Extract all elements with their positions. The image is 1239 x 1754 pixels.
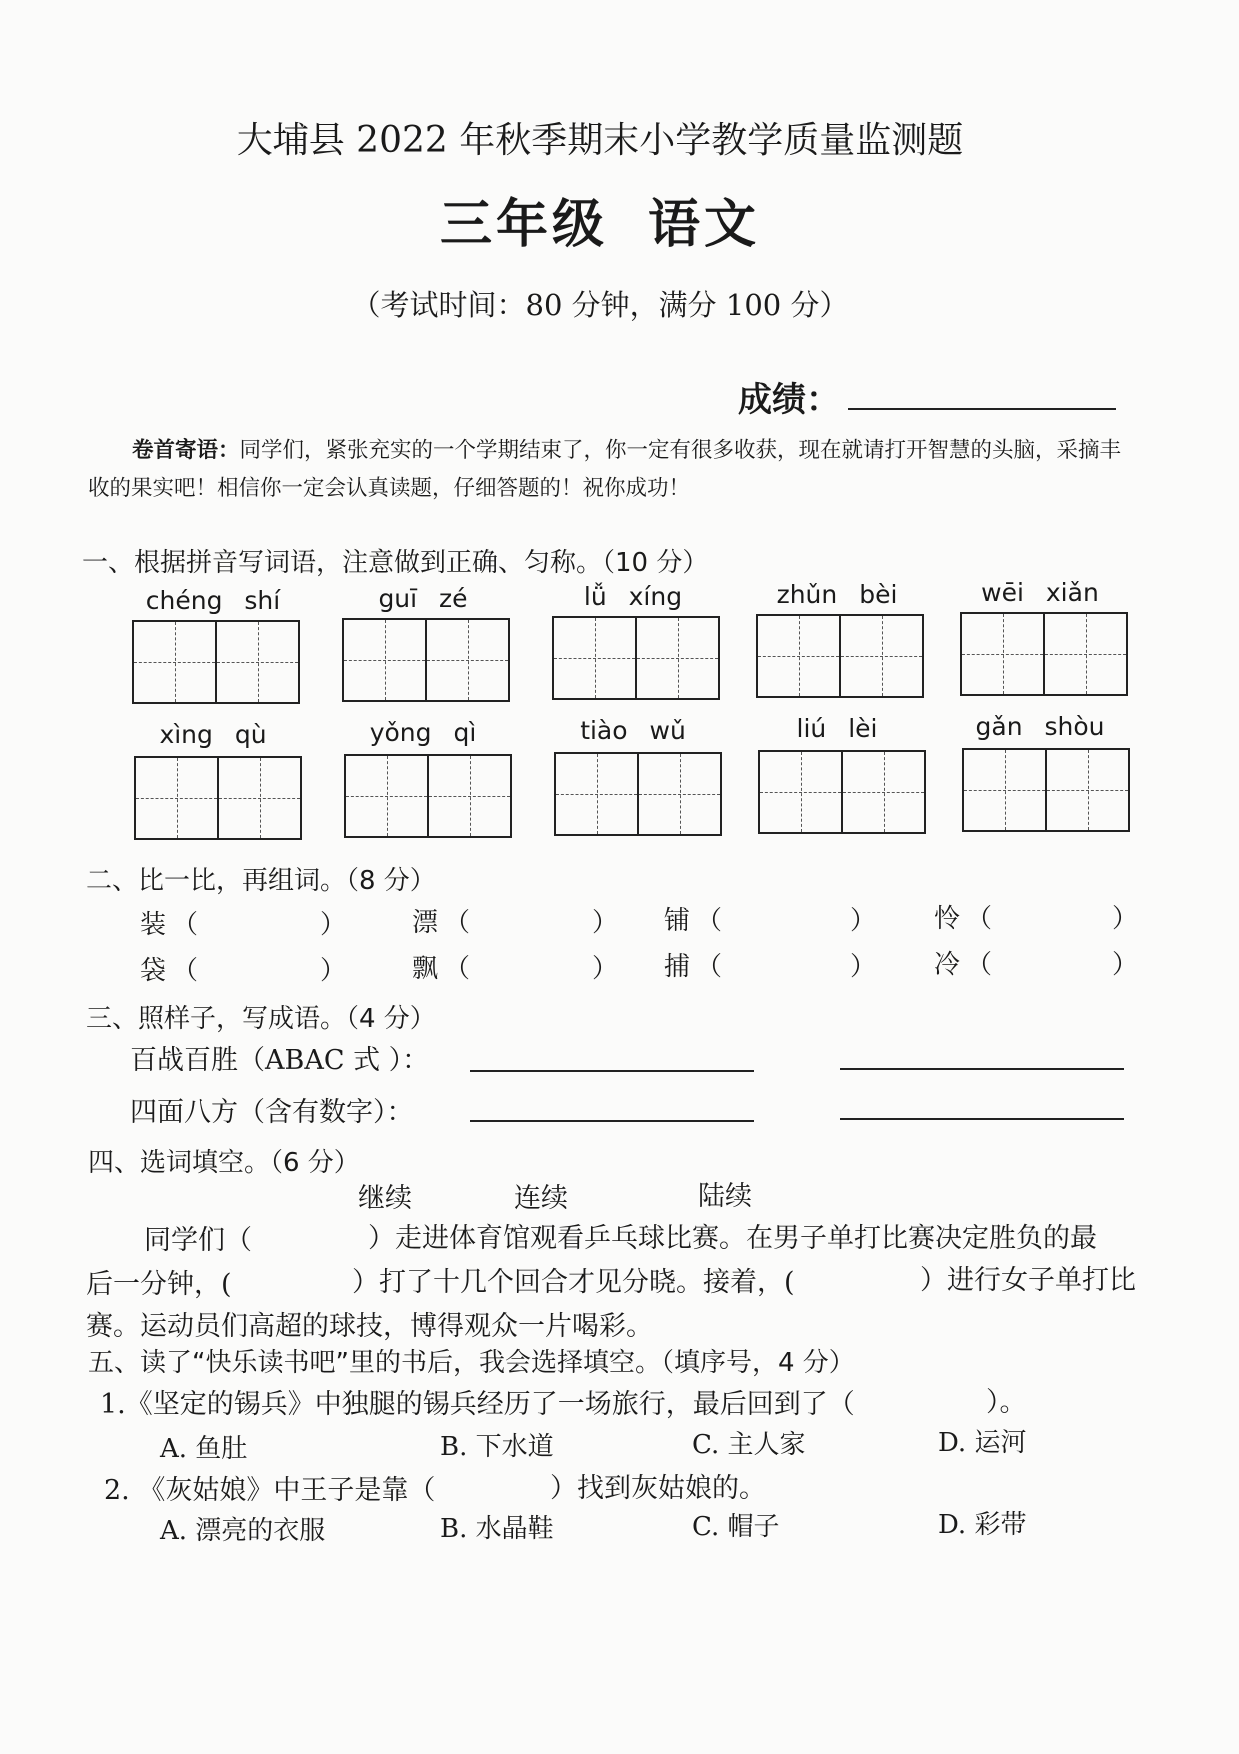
open-paren: （ <box>444 954 471 984</box>
option-a[interactable]: A. 漂亮的衣服 <box>160 1516 326 1546</box>
close-paren: ） <box>1112 950 1139 980</box>
foreword-label: 卷首寄语： <box>132 438 240 463</box>
writing-grid[interactable] <box>962 748 1130 832</box>
compare-char: 袋 <box>140 956 167 986</box>
passage-line-2b: ）打了十几个回合才见分晓。接着，( <box>352 1267 795 1298</box>
close-paren: ） <box>320 910 347 940</box>
subject-label: 语文 <box>648 194 761 255</box>
writing-grid[interactable] <box>756 614 924 698</box>
open-paren: （ <box>172 956 199 986</box>
compare-char: 漂 <box>412 908 439 938</box>
pinyin-label: wēi xiǎn <box>981 578 1099 607</box>
close-paren: ） <box>320 956 347 986</box>
option-c[interactable]: C. 帽子 <box>692 1512 780 1542</box>
question-2: 2. 《灰姑娘》中王子是靠（ <box>104 1475 436 1506</box>
close-paren: ） <box>850 906 877 936</box>
open-paren: （ <box>696 952 723 982</box>
option-b[interactable]: B. 水晶鞋 <box>440 1514 554 1544</box>
word-choice: 陆续 <box>698 1181 752 1212</box>
compare-char: 铺 <box>664 906 691 936</box>
passage-line-2a: 后一分钟，( <box>86 1269 232 1300</box>
section3-heading: 三、照样子，写成语。（4 分） <box>86 1004 436 1034</box>
exam-title: 大埔县 2022 年秋季期末小学教学质量监测题 <box>236 120 964 161</box>
pinyin-label: yǒng qì <box>369 718 477 747</box>
section2-heading: 二、比一比，再组词。（8 分） <box>86 866 436 896</box>
writing-grid[interactable] <box>554 752 722 836</box>
close-paren: ） <box>1112 904 1139 934</box>
open-paren: （ <box>966 904 993 934</box>
section1-heading: 一、根据拼音写词语，注意做到正确、匀称。（10 分） <box>82 548 709 578</box>
writing-grid[interactable] <box>344 754 512 838</box>
section5-heading: 五、读了“快乐读书吧”里的书后，我会选择填空。（填序号，4 分） <box>88 1348 855 1378</box>
pinyin-label: gǎn shòu <box>975 712 1105 741</box>
compare-char: 飘 <box>412 954 439 984</box>
open-paren: （ <box>444 908 471 938</box>
pinyin-label: liú lèi <box>796 714 878 743</box>
compare-char: 冷 <box>934 950 961 980</box>
option-d[interactable]: D. 运河 <box>938 1428 1027 1458</box>
grade-label: 三年级 <box>439 194 608 255</box>
passage-line-3: 赛。运动员们高超的球技，博得观众一片喝彩。 <box>86 1311 653 1342</box>
question-1-end: ）。 <box>986 1387 1027 1418</box>
compare-char: 怜 <box>934 904 961 934</box>
pinyin-label: xìng qù <box>159 720 267 749</box>
passage-line-2c: ）进行女子单打比 <box>920 1265 1136 1296</box>
idiom-answer-line[interactable] <box>840 1068 1124 1070</box>
passage-line-1b: ）走进体育馆观看乒乓球比赛。在男子单打比赛决定胜负的最 <box>368 1223 1097 1254</box>
close-paren: ） <box>592 908 619 938</box>
grade-subject <box>0 182 1200 257</box>
writing-grid[interactable] <box>552 616 720 700</box>
compare-char: 捕 <box>664 952 691 982</box>
pinyin-label: lǚ xíng <box>583 582 683 611</box>
writing-grid[interactable] <box>134 756 302 840</box>
foreword <box>88 432 1128 508</box>
close-paren: ） <box>592 954 619 984</box>
writing-grid[interactable] <box>132 620 300 704</box>
foreword-text: 同学们，紧张充实的一个学期结束了，你一定有很多收获，现在就请打开智慧的头脑，采摘丰收的果实吧！相信你一定会认真读题，仔细答题的！祝你成功！ <box>88 438 1122 501</box>
open-paren: （ <box>172 910 199 940</box>
close-paren: ） <box>850 952 877 982</box>
score-field[interactable] <box>848 408 1116 410</box>
idiom-question-2: 四面八方（含有数字）： <box>130 1097 414 1128</box>
idiom-answer-line[interactable] <box>470 1070 754 1072</box>
compare-char: 装 <box>140 910 167 940</box>
open-paren: （ <box>696 906 723 936</box>
question-1: 1.《坚定的锡兵》中独腿的锡兵经历了一场旅行，最后回到了（ <box>100 1389 855 1420</box>
pinyin-label: zhǔn bèi <box>776 580 898 609</box>
passage-line-1a: 同学们（ <box>144 1225 252 1256</box>
idiom-answer-line[interactable] <box>470 1120 754 1122</box>
word-choice: 继续 <box>358 1183 412 1214</box>
exam-info: （考试时间：80 分钟，满分 100 分） <box>351 288 849 322</box>
writing-grid[interactable] <box>758 750 926 834</box>
option-a[interactable]: A. 鱼肚 <box>160 1434 248 1464</box>
option-c[interactable]: C. 主人家 <box>692 1430 806 1460</box>
option-d[interactable]: D. 彩带 <box>938 1510 1027 1540</box>
pinyin-label: tiào wǔ <box>580 716 686 745</box>
word-choice: 连续 <box>514 1183 568 1214</box>
option-b[interactable]: B. 下水道 <box>440 1432 554 1462</box>
pinyin-label: guī zé <box>378 584 468 613</box>
idiom-question-1: 百战百胜（ABAC 式 ）： <box>130 1045 430 1076</box>
writing-grid[interactable] <box>342 618 510 702</box>
open-paren: （ <box>966 950 993 980</box>
question-2-end: ）找到灰姑娘的。 <box>550 1473 766 1504</box>
idiom-answer-line[interactable] <box>840 1118 1124 1120</box>
section4-heading: 四、选词填空。（6 分） <box>88 1148 360 1178</box>
pinyin-label: chéng shí <box>145 586 281 615</box>
score-label: 成绩： <box>738 380 840 420</box>
writing-grid[interactable] <box>960 612 1128 696</box>
